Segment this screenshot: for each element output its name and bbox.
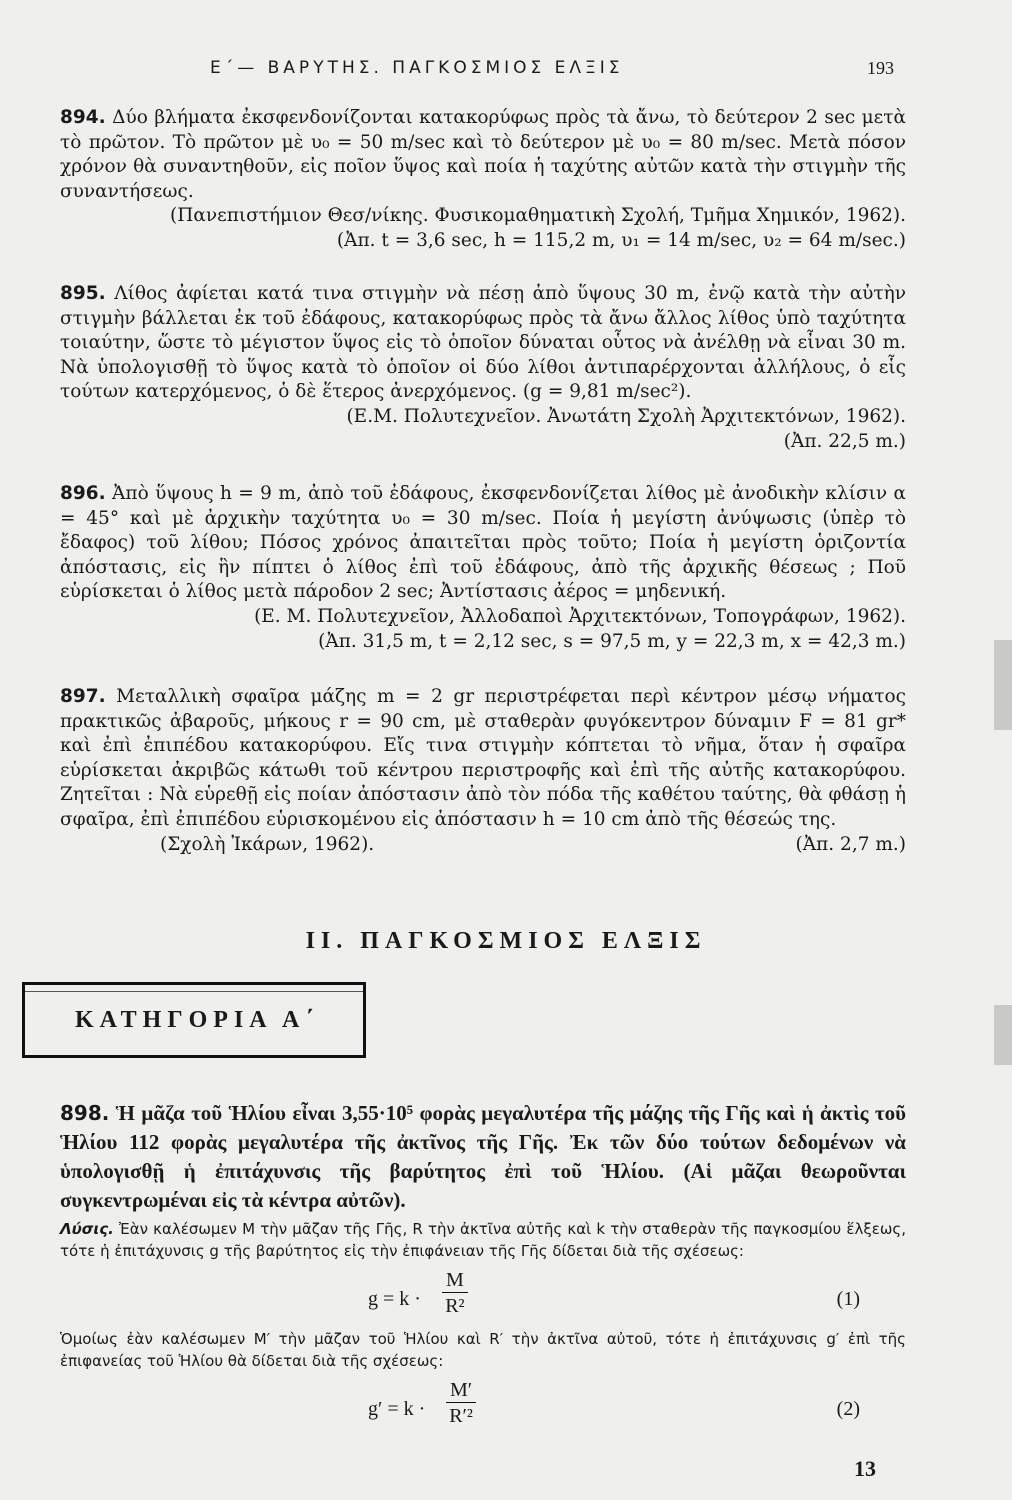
signature-mark: 13 [854,1456,876,1481]
fraction-denominator: R′² [449,1405,473,1427]
page-number: 193 [867,58,894,78]
category-box [22,982,366,1058]
problem-answer: (Ἀπ. 31,5 m, t = 2,12 sec, s = 97,5 m, y = 22,3 m, x = 42,3 m.) [318,630,906,652]
problem-text: Ἡ μᾶζα τοῦ Ἡλίου εἶναι 3,55·10⁵ φορὰς μεγαλυτέρα τῆς μάζης τῆς Γῆς καὶ ἡ ἀκτὶς τοῦ Ἡλίου 112 φορὰς μεγαλυτέρα τῆς ἀκτῖνος τῆς Γῆς. Ἐκ τῶν δύο τούτων δεδομένων νὰ ὑπολογισθῇ ἡ ἐπιτάχυνσις τῆς βαρύτητος ἐπὶ τοῦ Ἡλίου. (Αἱ μᾶζαι θεωροῦνται συγκεντρωμέναι εἰς τὰ κέντρα αὐτῶν). [60,1101,906,1212]
problem-source: (Ε.Μ. Πολυτεχνεῖον. Ἀνωτάτη Σχολὴ Ἀρχιτεκτόνων, 1962). [346,405,906,427]
fraction-numerator: M′ [446,1378,476,1403]
section-title: ΙΙ. ΠΑΓΚΟΣΜΙΟΣ ΕΛΞΙΣ [305,928,707,954]
scan-edge-mark [994,640,1012,730]
problem-answer: (Ἀπ. 2,7 m.) [795,833,906,855]
equation-lhs: g′ = k · [368,1398,426,1420]
equation-2 [0,1372,1012,1442]
problem-number: 897. [60,686,106,707]
solution-part-1 [60,1218,906,1262]
category-label: ΚΑΤΗΓΟΡΙΑ Α΄ [75,1007,320,1033]
problem-number: 895. [60,283,106,304]
problem-898 [60,1099,906,1215]
problem-text: Δύο βλήματα ἐκσφενδονίζονται κατακορύφως πρὸς τὰ ἄνω, τὸ δεύτερον 2 sec μετὰ τὸ πρῶτον. Τὸ πρῶτον μὲ υ₀ = 50 m/sec καὶ τὸ δεύτερον μὲ υ₀ = 80 m/sec. Μετὰ πόσον χρόνον θὰ συναντηθοῦν, εἰς ποῖον ὕψος καὶ ποία ἡ ταχύτης αὐτῶν κατὰ τὴν στιγμὴν τῆς συναντήσεως. [60,107,906,202]
solution-text: Ἐὰν καλέσωμεν Μ τὴν μᾶζαν τῆς Γῆς, R τὴν ἀκτῖνα αὐτῆς καὶ k τὴν σταθερὰν τῆς παγκοσμίου ἕλξεως, τότε ἡ ἐπιτάχυνσις g τῆς βαρύτητος εἰς τὴν ἐπιφάνειαν τῆς Γῆς δίδεται διὰ τῆς σχέσεως: [60,1220,906,1260]
problem-number: 894. [60,107,106,128]
equation-fraction [446,1378,476,1429]
scan-edge-mark [994,1005,1012,1065]
equation-fraction [442,1268,468,1319]
solution-label: Λύσις. [60,1220,114,1238]
problem-answer: (Ἀπ. t = 3,6 sec, h = 115,2 m, υ₁ = 14 m/sec, υ₂ = 64 m/sec.) [336,229,906,251]
problem-source: (Πανεπιστήμιον Θεσ/νίκης. Φυσικομαθηματικὴ Σχολή, Τμῆμα Χημικόν, 1962). [170,205,906,227]
problem-895 [60,282,906,454]
problem-number: 898. [60,1101,110,1125]
problem-answer: (Ἀπ. 22,5 m.) [783,430,906,452]
problem-897 [60,685,906,857]
equation-1 [0,1262,1012,1332]
running-header [60,58,894,88]
solution-text: Ὁμοίως ἐὰν καλέσωμεν Μ′ τὴν μᾶζαν τοῦ Ἡλίου καὶ R′ τὴν ἀκτῖνα αὐτοῦ, τότε ἡ ἐπιτάχυνσις g′ ἐπὶ τῆς ἐπιφανείας τοῦ Ἡλίου θὰ δίδεται διὰ τῆς σχέσεως: [60,1330,906,1370]
problem-text: Λίθος ἀφίεται κατά τινα στιγμὴν νὰ πέσῃ ἀπὸ ὕψους 30 m, ἐνῷ κατὰ τὴν αὐτὴν στιγμὴν βάλλεται ἐκ τοῦ ἐδάφους, κατακορύφως πρὸς τὰ ἄνω ἄλλος λίθος ὑπὸ ταχύτητα τοιαύτην, ὥστε τὸ μέγιστον ὕψος εἰς τὸ ὁποῖον δύναται οὗτος νὰ ἀνέλθῃ νὰ εἶναι 30 m. Νὰ ὑπολογισθῇ τὸ ὕψος κατὰ τὸ ὁποῖον οἱ δύο λίθοι ἀντιπαρέρχονται ἀλλήλους, ὁ εἷς τούτων κατερχόμενος, ὁ δὲ ἕτερος ἀνερχόμενος. (g = 9,81 m/sec²). [60,283,906,403]
problem-text: Μεταλλικὴ σφαῖρα μάζης m = 2 gr περιστρέφεται περὶ κέντρον μέσῳ νήματος πρακτικῶς ἀβαροῦς, μήκους r = 90 cm, μὲ σταθερὰν φυγόκεντρον δύναμιν F = 81 gr* καὶ ἐπὶ ἐπιπέδου κατακορύφου. Εἴς τινα στιγμὴν κόπτεται τὸ νῆμα, ὅταν ἡ σφαῖρα εὑρίσκεται ἀκριβῶς κάτωθι τοῦ κέντρου περιστροφῆς καὶ ἐπὶ τῆς αὐτῆς κατακορύφου. Ζητεῖται : Νὰ εὑρεθῇ εἰς ποίαν ἀπόστασιν ἀπὸ τὸν πόδα τῆς καθέτου ταύτης, θὰ φθάσῃ ἡ σφαῖρα, ἐπὶ ἐπιπέδου εὑρισκομένου εἰς ἀπόστασιν h = 10 cm ἀπὸ τῆς θέσεώς της. [60,686,906,830]
solution-part-2 [60,1328,906,1372]
equation-number: (1) [836,1288,860,1310]
equation-number: (2) [836,1398,860,1420]
problem-894 [60,106,906,254]
problem-source: (Σχολὴ Ἰκάρων, 1962). [160,833,375,855]
fraction-denominator: R² [445,1295,465,1317]
problem-source: (Ε. Μ. Πολυτεχνεῖον, Ἀλλοδαποὶ Ἀρχιτεκτόνων, Τοπογράφων, 1962). [254,605,906,627]
header-title: Ε΄— ΒΑΡΥΤΗΣ. ΠΑΓΚΟΣΜΙΟΣ ΕΛΞΙΣ [210,58,624,78]
equation-lhs: g = k · [368,1288,421,1310]
fraction-numerator: M [442,1268,468,1293]
problem-text: Ἀπὸ ὕψους h = 9 m, ἀπὸ τοῦ ἐδάφους, ἐκσφενδονίζεται λίθος μὲ ἀνοδικὴν κλίσιν α = 45° καὶ μὲ ἀρχικὴν ταχύτητα υ₀ = 30 m/sec. Ποία ἡ μεγίστη ἀνύψωσις (ὑπὲρ τὸ ἔδαφος) τοῦ λίθου; Πόσος χρόνος ἀπαιτεῖται πρὸς τοῦτο; Ποία ἡ μεγίστη ὁριζοντία ἀπόστασις, εἰς ἣν πίπτει ὁ λίθος ἐπὶ τοῦ ἐδάφους, ἀπὸ τῆς ἀρχικῆς θέσεως ; Ποῦ εὑρίσκεται ὁ λίθος μετὰ πάροδον 2 sec; Ἀντίστασις ἀέρος = μηδενική. [60,483,906,603]
problem-number: 896. [60,483,106,504]
problem-896 [60,482,906,654]
